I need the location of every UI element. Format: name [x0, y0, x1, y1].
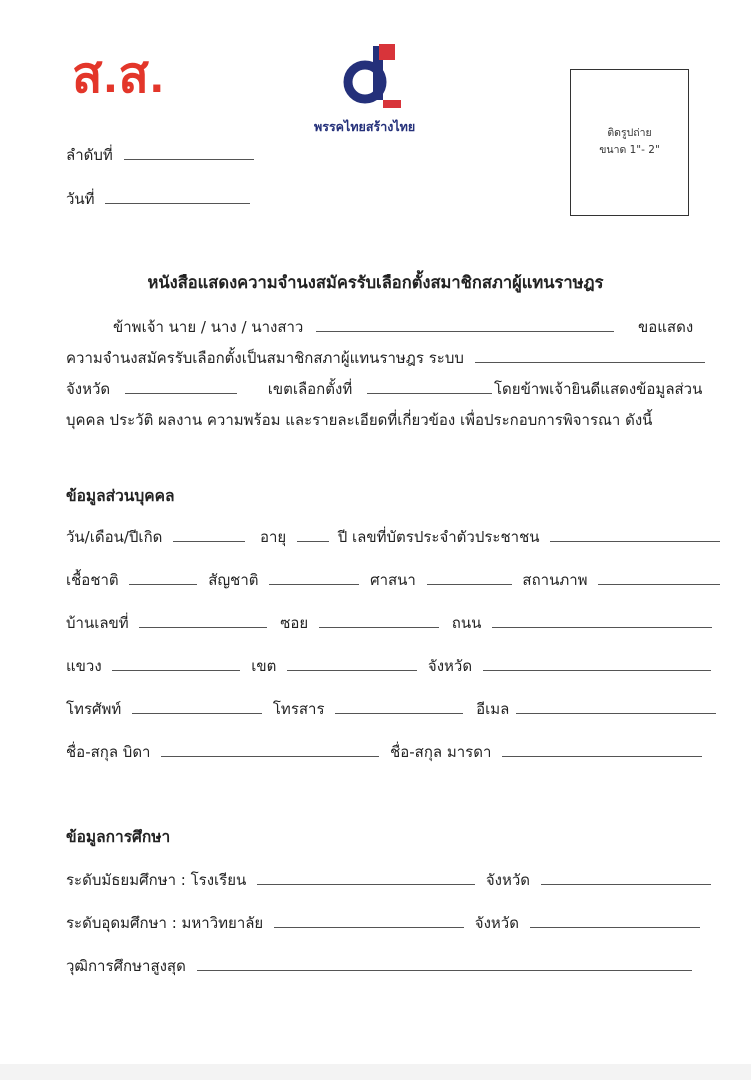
photo-size: ขนาด 1"- 2": [599, 144, 660, 156]
date-label: วันที่: [66, 190, 95, 208]
intro-line-4: บุคคล ประวัติ ผลงาน ความพร้อม และรายละเอียดที่เกี่ยวข้อง เพื่อประกอบการพิจารณา ดังนี้: [66, 411, 653, 429]
personal-heading: ข้อมูลส่วนบุคคล: [66, 487, 175, 505]
photo-label: ติดรูปถ่าย: [607, 127, 652, 139]
ss-logo: ส.ส.: [72, 47, 165, 103]
personal-row-1[interactable]: วัน/เดือน/ปีเกิด อายุ ปี เลขที่บัตรประจำตัวประชาชน: [66, 525, 720, 549]
education-row-2[interactable]: ระดับอุดมศึกษา : มหาวิทยาลัย จังหวัด: [66, 911, 700, 935]
page-bottom-band: [0, 1064, 751, 1080]
date-field[interactable]: [66, 187, 250, 211]
education-row-3[interactable]: วุฒิการศึกษาสูงสุด: [66, 954, 692, 978]
intro-line-1[interactable]: ข้าพเจ้า นาย / นาง / นางสาว: [113, 315, 614, 339]
intro-line-3-end: โดยข้าพเจ้ายินดีแสดงข้อมูลส่วน: [494, 380, 703, 398]
intro-line-1-end: ขอแสดง: [638, 318, 694, 336]
document-title: หนังสือแสดงความจำนงสมัครรับเลือกตั้งสมาชิกสภาผู้แทนราษฎร: [147, 273, 604, 292]
intro-line-3[interactable]: จังหวัด เขตเลือกตั้งที่: [66, 377, 492, 401]
order-field[interactable]: [66, 143, 254, 167]
education-row-1[interactable]: ระดับมัธยมศึกษา : โรงเรียน จังหวัด: [66, 868, 711, 892]
party-logo-icon: [343, 40, 403, 110]
party-name: พรรคไทยสร้างไทย: [314, 120, 416, 134]
intro-line-2[interactable]: ความจำนงสมัครรับเลือกตั้งเป็นสมาชิกสภาผู้แทนราษฎร ระบบ: [66, 346, 705, 370]
order-label: ลำดับที่: [66, 146, 113, 164]
photo-box: [570, 69, 689, 216]
personal-row-6[interactable]: ชื่อ-สกุล บิดา ชื่อ-สกุล มารดา: [66, 740, 702, 764]
education-heading: ข้อมูลการศึกษา: [66, 828, 171, 846]
personal-row-4[interactable]: แขวง เขต จังหวัด: [66, 654, 711, 678]
personal-row-5[interactable]: โทรศัพท์ โทรสาร อีเมล: [66, 697, 716, 721]
personal-row-2[interactable]: เชื้อชาติ สัญชาติ ศาสนา สถานภาพ: [66, 568, 720, 592]
personal-row-3[interactable]: บ้านเลขที่ ซอย ถนน: [66, 611, 712, 635]
